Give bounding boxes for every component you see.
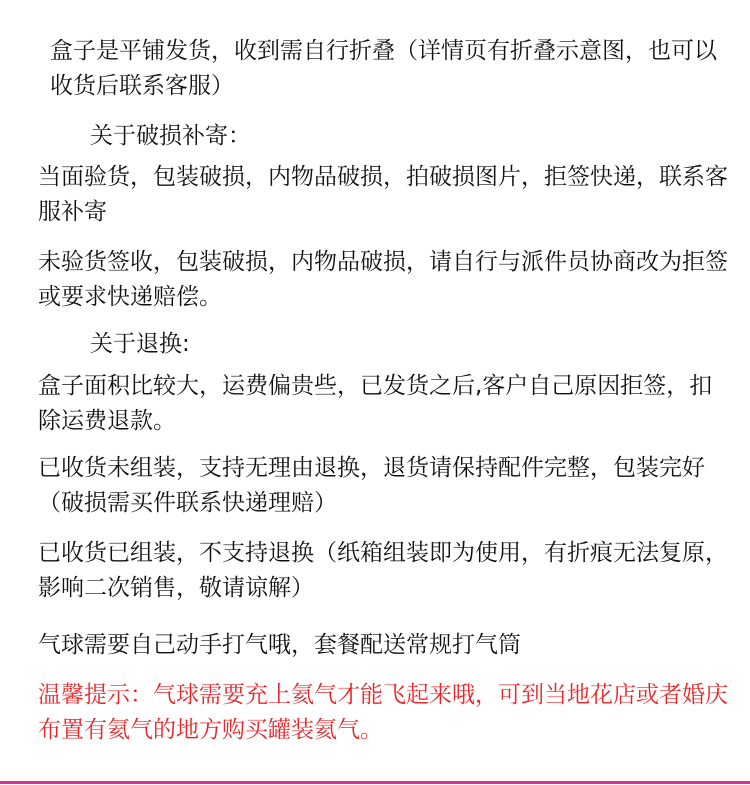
damage-rule-1: 当面验货，包装破损，内物品破损，拍破损图片，拒签快递，联系客服补寄: [38, 164, 728, 225]
return-rule-3: 已收货已组装，不支持退换（纸箱组装即为使用，有折痕无法复原，影响二次销售，敬请谅解）: [38, 540, 728, 601]
return-rule-2: 已收货未组装，支持无理由退换，退货请保持配件完整，包装完好（破损需买件联系快递理赔）: [38, 455, 705, 516]
bottom-divider: [0, 781, 750, 784]
damage-heading: 关于破损补寄：: [90, 123, 251, 149]
return-heading: 关于退换:: [90, 331, 190, 357]
return-rule-1: 盒子面积比较大，运费偏贵些，已发货之后,客户自己原因拒签，扣除运费退款。: [38, 373, 713, 434]
intro-paragraph: 盒子是平铺发货，收到需自行折叠（详情页有折叠示意图，也可以收货后联系客服）: [50, 38, 717, 99]
damage-rule-2: 未验货签收，包装破损，内物品破损，请自行与派件员协商改为拒签或要求快递赔偿。: [38, 249, 728, 310]
balloon-note: 气球需要自己动手打气哦，套餐配送常规打气筒: [38, 632, 521, 658]
helium-warning: 温馨提示：气球需要充上氦气才能飞起来哦，可到当地花店或者婚庆布置有氦气的地方购买罐装氦气。: [38, 682, 728, 743]
